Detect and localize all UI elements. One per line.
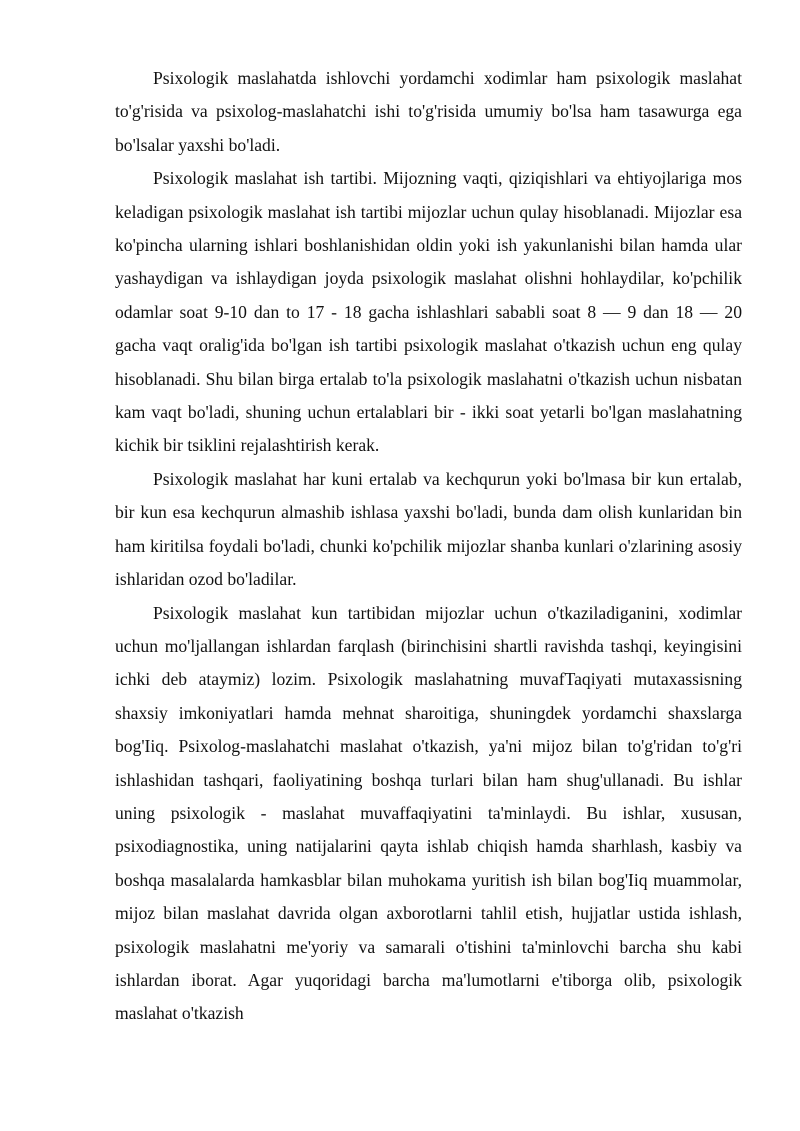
paragraph-work-schedule: Psixologik maslahat ish tartibi. Mijozning vaqti, qiziqishlari va ehtiyojlariga mos keladigan psixologik maslahat ish tartibi mijozlar uchun qulay hisoblanadi. Mijozlar esa ko'pincha ularning ishlari boshlanishidan oldin yoki ish yakunlanishi bilan hamda ular yashaydigan va ishlaydigan joyda psixologik maslahat olishni hohlaydilar, ko'pchilik odamlar soat 9-10 dan to 17 - 18 gacha ishlashlari sababli soat 8 — 9 dan 18 — 20 gacha vaqt oralig'ida bo'lgan ish tartibi psixologik maslahat o'tkazish uchun eng qulay hisoblanadi. Shu bilan birga ertalab to'la psixologik maslahatni o'tkazish uchun nisbatan kam vaqt bo'ladi, shuning uchun ertalablari bir - ikki soat yetarli bo'lgan maslahatning kichik bir tsiklini rejalashtirish kerak.: [115, 168, 742, 456]
paragraph-internal-external-work: Psixologik maslahat kun tartibidan mijozlar uchun o'tkaziladiganini, xodimlar uchun mo'ljallangan ishlardan farqlash (birinchisini shartli ravishda tashqi, keyingisini ichki deb ataymiz) lozim. Psixologik maslahatning muvafTaqiyati mutaxassisning shaxsiy imkoniyatlari hamda mehnat sharoitiga, shuningdek yordamchi shaxslarga bog'Iiq. Psixolog-maslahatchi maslahat o'tkazish, ya'ni mijoz bilan to'g'ridan to'g'ri ishlashidan tashqari, faoliyatining boshqa turlari bilan ham shug'ullanadi. Bu ishlar uning psixologik - maslahat muvaffaqiyatini ta'minlaydi. Bu ishlar, xususan, psixodiagnostika, uning natijalarini qayta ishlab chiqish hamda sharhlash, kasbiy va boshqa masalalarda hamkasblar bilan muhokama yuritish ish bilan bog'Iiq muammolar, mijoz bilan maslahat davrida olgan axborotlarni tahlil etish, hujjatlar ustida ishlash, psixologik maslahatni me'yoriy va samarali o'tishini ta'minlovchi barcha shu kabi ishlardan iborat. Agar yuqoridagi barcha ma'lumotlarni e'tiborga olib, psixologik maslahat o'tkazish: [115, 602, 742, 1024]
paragraph-assistant-staff: Psixologik maslahatda ishlovchi yordamchi xodimlar ham psixologik maslahat to'g'risida va psixolog-maslahatchi ishi to'g'risida umumiy bo'lsa ham tasawurga ega bo'lsalar yaxshi bo'ladi.: [115, 68, 742, 155]
document-page: [115, 62, 742, 1031]
paragraph-daily-alternation: Psixologik maslahat har kuni ertalab va kechqurun yoki bo'lmasa bir kun ertalab, bir kun esa kechqurun almashib ishlasa yaxshi bo'ladi, bunda dam olish kunlaridan bin ham kiritilsa foydali bo'ladi, chunki ko'pchilik mijozlar shanba kunlari o'zlarining asosiy ishlaridan ozod bo'ladilar.: [115, 468, 742, 590]
